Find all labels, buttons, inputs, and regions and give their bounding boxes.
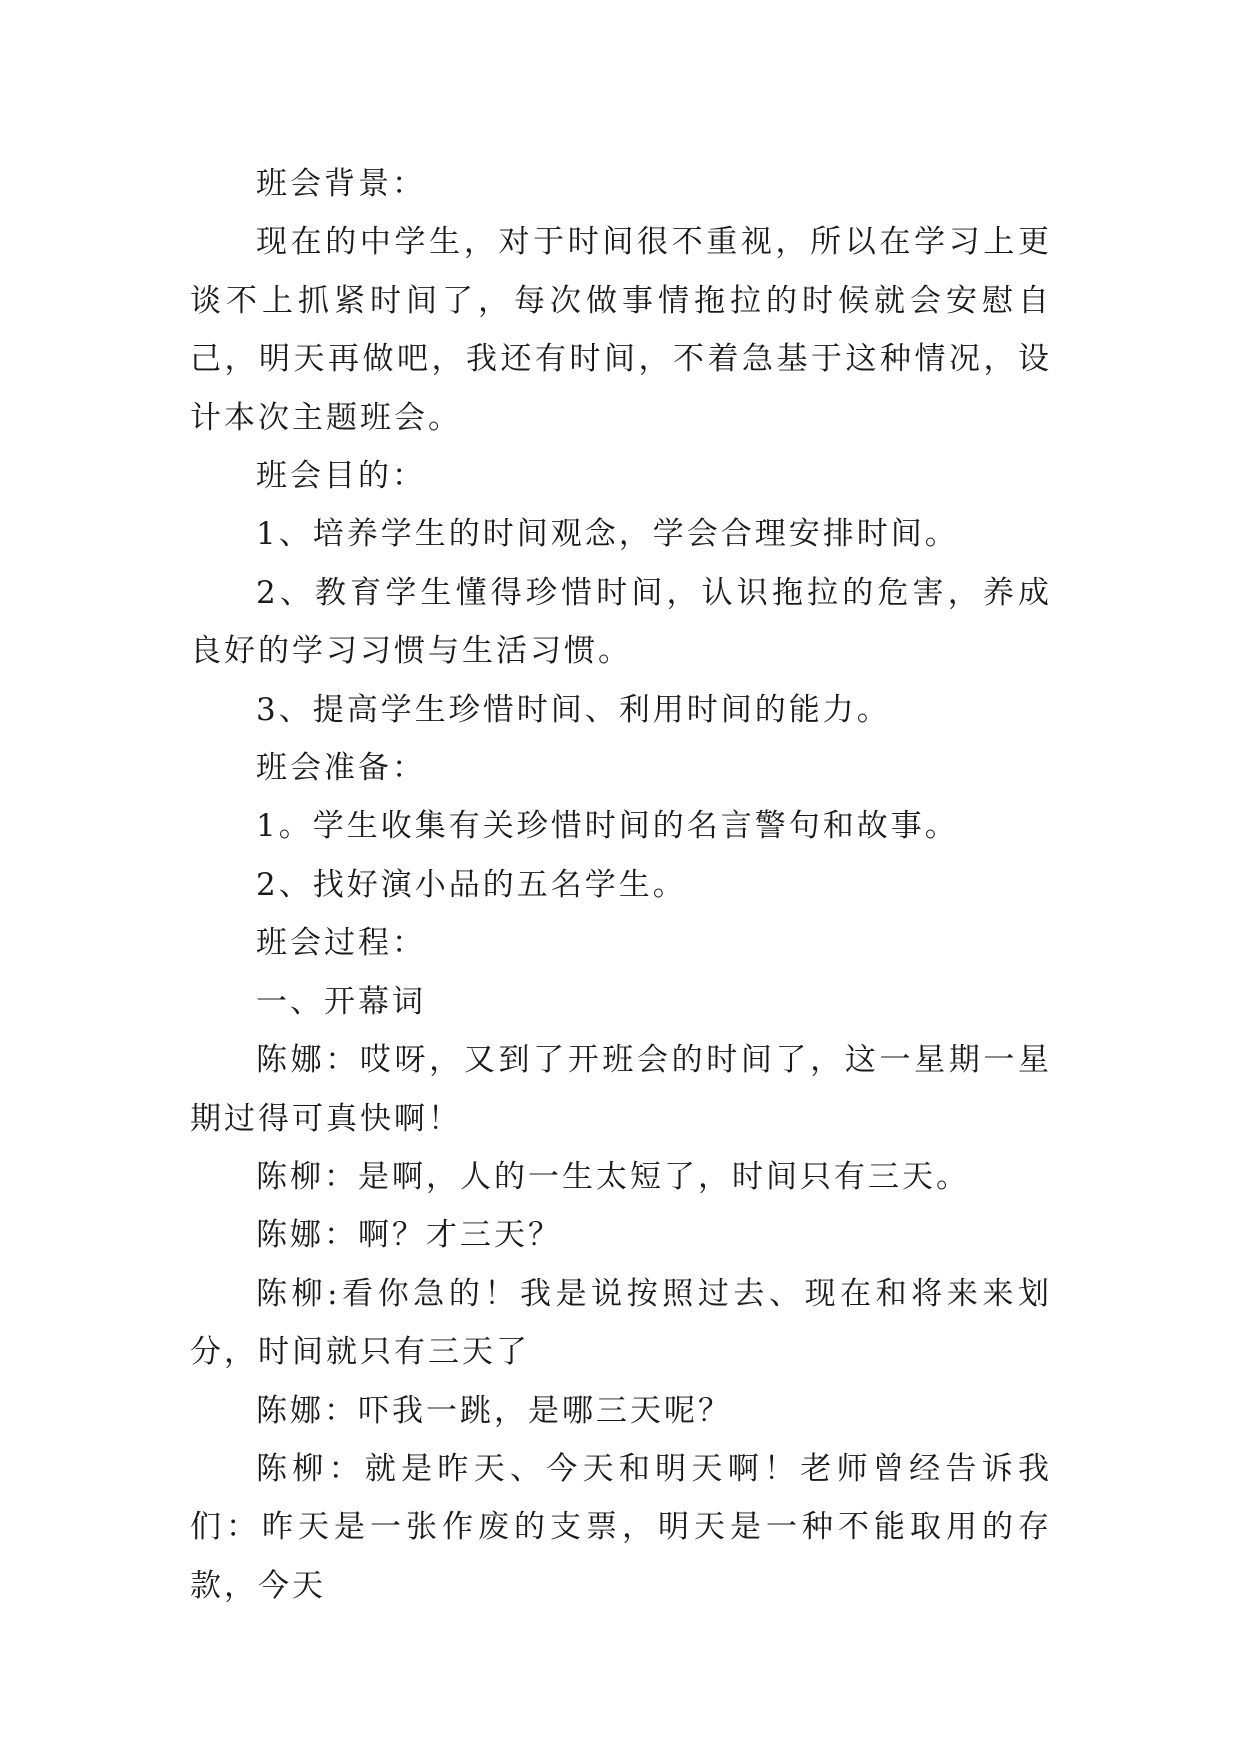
preparation-item-1: 1。学生收集有关珍惜时间的名言警句和故事。 — [256, 808, 959, 845]
heading-process: 班会过程： — [256, 925, 426, 962]
dialogue-line: 陈柳:看你急的！我是说按照过去、现在和将来来划分，时间就只有三天了 — [190, 1275, 1052, 1371]
dialogue-line: 陈娜：吓我一跳，是哪三天呢？ — [256, 1392, 732, 1429]
dialogue-line: 陈娜：啊？才三天？ — [256, 1217, 562, 1254]
section-opening: 一、开幕词 — [256, 983, 426, 1020]
purpose-item-3: 3、提高学生珍惜时间、利用时间的能力。 — [256, 691, 891, 728]
purpose-item-2: 2、教育学生懂得珍惜时间，认识拖拉的危害，养成良好的学习习惯与生活习惯。 — [190, 574, 1052, 670]
heading-preparation: 班会准备： — [256, 750, 426, 787]
paragraph-background-text: 现在的中学生，对于时间很不重视，所以在学习上更谈不上抓紧时间了，每次做事情拖拉的时候就会安慰自己，明天再做吧，我还有时间，不着急基于这种情况，设计本次主题班会。 — [190, 224, 1052, 436]
purpose-item-1: 1、培养学生的时间观念，学会合理安排时间。 — [256, 516, 959, 553]
dialogue-line: 陈柳：就是昨天、今天和明天啊！老师曾经告诉我们：昨天是一张作废的支票，明天是一种不能取用的存款，今天 — [190, 1450, 1052, 1604]
document-page — [190, 155, 1052, 1615]
heading-background: 班会背景： — [256, 166, 426, 202]
heading-purpose: 班会目的： — [256, 458, 426, 495]
preparation-item-2: 2、找好演小品的五名学生。 — [256, 866, 687, 903]
dialogue-line: 陈娜：哎呀，又到了开班会的时间了，这一星期一星期过得可真快啊！ — [190, 1042, 1052, 1137]
dialogue-line: 陈柳：是啊，人的一生太短了，时间只有三天。 — [256, 1158, 970, 1195]
